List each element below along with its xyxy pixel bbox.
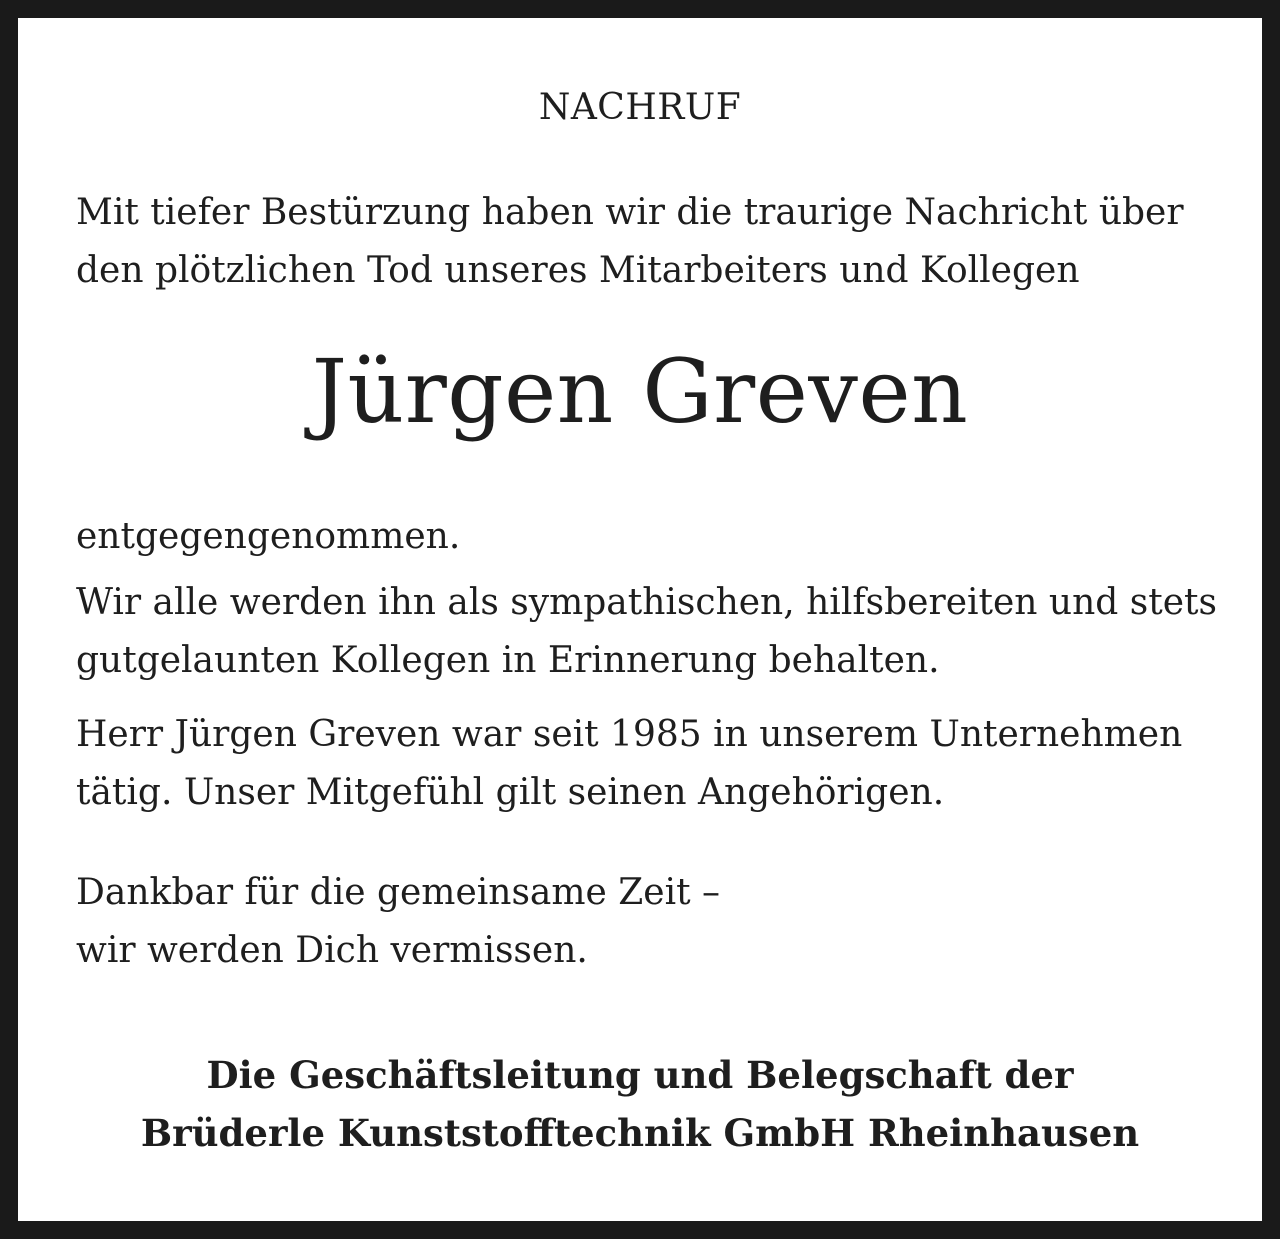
closing-line: Dankbar für die gemeinsame Zeit – [76, 872, 721, 913]
closing-paragraph [76, 864, 1216, 980]
employment-line: tätig. Unser Mitgefühl gilt seinen Angehörigen. [76, 772, 945, 813]
deceased-name: Jürgen Greven [311, 340, 969, 443]
notice-heading: NACHRUF [538, 87, 742, 128]
signature-block [18, 1046, 1262, 1162]
memory-line: gutgelaunten Kollegen in Erinnerung behalten. [76, 640, 940, 681]
memory-paragraph [76, 574, 1216, 690]
employment-line: Herr Jürgen Greven war seit 1985 in unserem Unternehmen [76, 714, 1183, 755]
employment-paragraph [76, 706, 1216, 822]
memory-line: Wir alle werden ihn als sympathischen, hilfsbereiten und stets [76, 582, 1217, 623]
signature-line: Brüderle Kunststofftechnik GmbH Rheinhausen [140, 1111, 1140, 1155]
closing-line: wir werden Dich vermissen. [76, 930, 588, 971]
signature-line: Die Geschäftsleitung und Belegschaft der [206, 1053, 1074, 1097]
intro-line: den plötzlichen Tod unseres Mitarbeiters und Kollegen [76, 250, 1080, 291]
obituary-notice [18, 18, 1262, 1221]
after-name-line: entgegengenommen. [76, 516, 461, 557]
intro-line: Mit tiefer Bestürzung haben wir die traurige Nachricht über [76, 192, 1184, 233]
after-name-paragraph [76, 508, 1216, 566]
intro-paragraph [76, 184, 1216, 300]
